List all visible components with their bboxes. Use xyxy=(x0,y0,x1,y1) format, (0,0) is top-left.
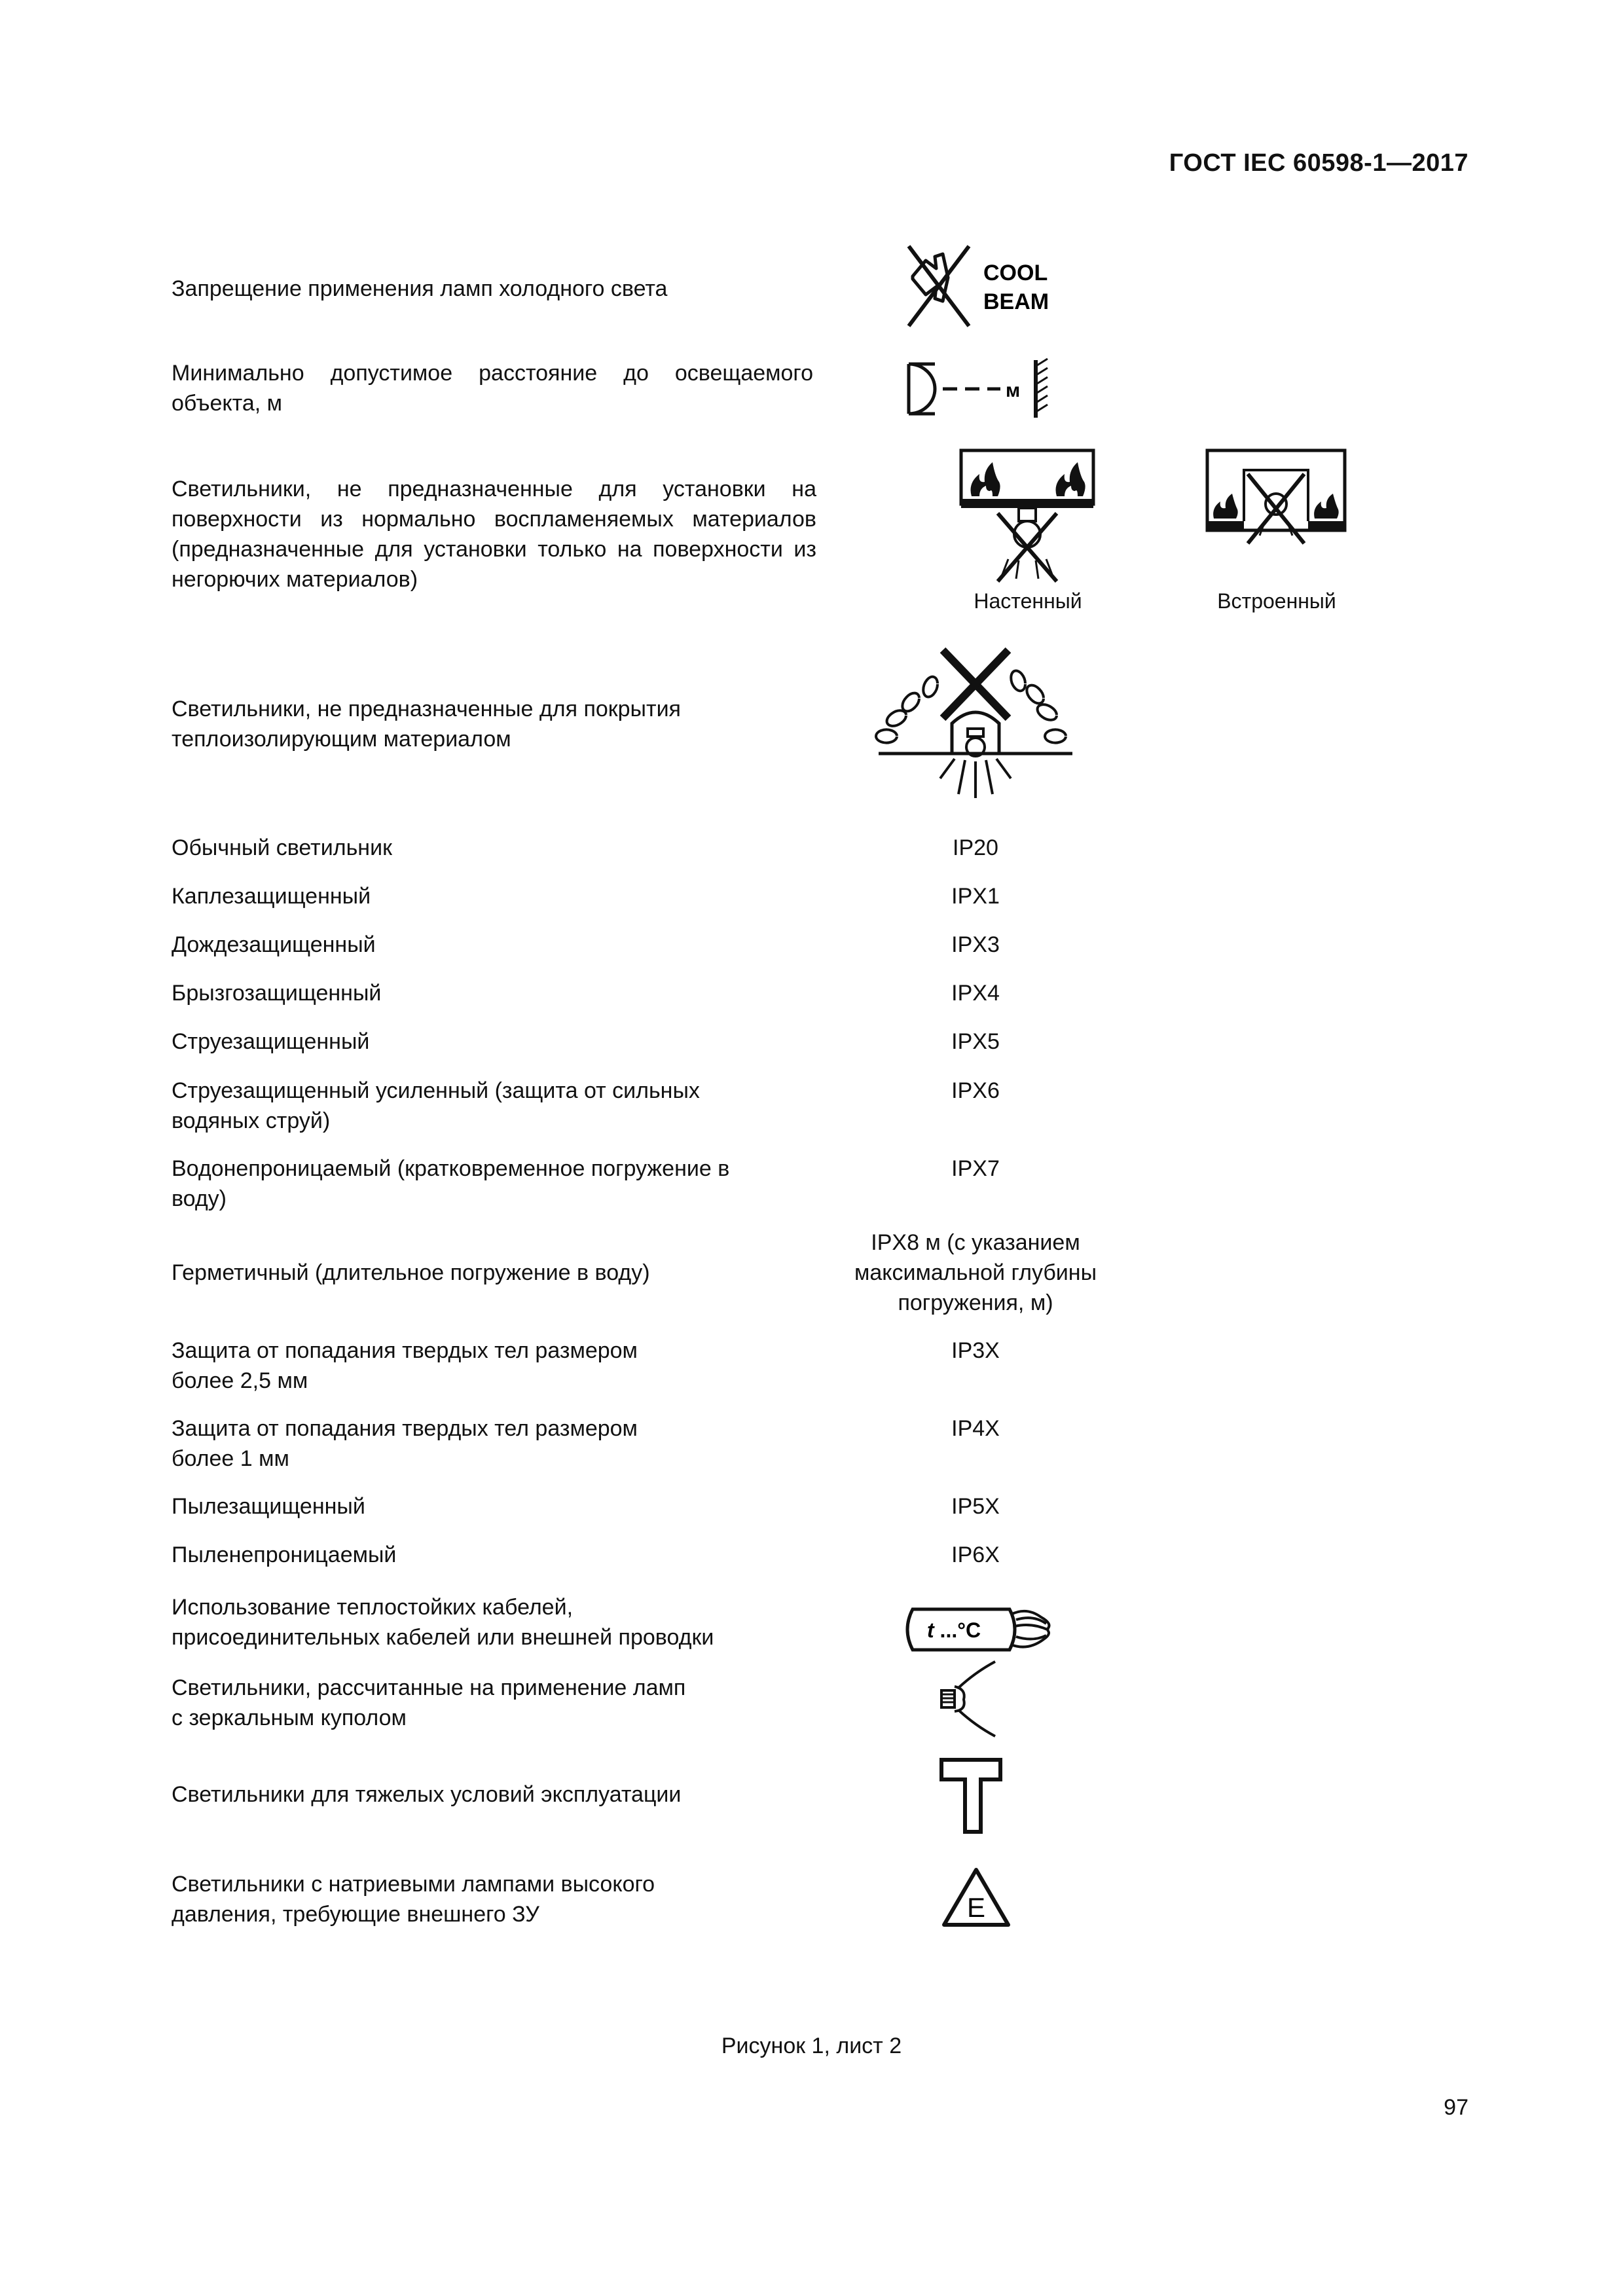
heat-cable-t: t xyxy=(927,1618,934,1642)
figure-caption: Рисунок 1, лист 2 xyxy=(721,2033,902,2058)
heat-resistant-cable-icon xyxy=(898,1600,1062,1659)
solid-1-line-1: Защита от попадания твердых тел размером xyxy=(172,1416,638,1441)
heat-cables-line-2: присоединительных кабелей или внешней проводки xyxy=(172,1625,714,1650)
heat-cable-text xyxy=(927,1618,981,1642)
solid-2-5-description xyxy=(172,1336,813,1396)
solid-1-description xyxy=(172,1413,813,1474)
sealed-code xyxy=(825,1228,1126,1318)
powerful-jet-description: Струезащищенный усиленный (защита от сильных водяных струй) xyxy=(172,1078,700,1133)
rough-service-description: Светильники для тяжелых условий эксплуатации xyxy=(172,1782,682,1807)
page-number: 97 xyxy=(1444,2095,1468,2120)
insulation-cover-description: Светильники, не предназначенные для покрытия теплоизолирующим материалом xyxy=(172,697,681,752)
cool-beam-description: Запрещение применения ламп холодного света xyxy=(172,276,668,301)
not-on-flammable-recessed-icon xyxy=(1205,448,1349,553)
solid-2-5-code: IP3X xyxy=(951,1338,1000,1363)
mirror-dome-lamp-icon xyxy=(930,1656,1015,1741)
sealed-code-line-1: IPX8 м (с указанием xyxy=(871,1230,1080,1255)
min-distance-description: Минимально допустимое расстояние до освещаемого объекта, м xyxy=(172,361,813,416)
sodium-lamp-line-1: Светильники с натриевыми лампами высокого xyxy=(172,1872,655,1897)
not-on-flammable-wall-icon xyxy=(958,448,1096,585)
watertight-description: Водонепроницаемый (кратковременное погружение в воду) xyxy=(172,1156,730,1211)
solid-1-line-2: более 1 мм xyxy=(172,1446,289,1471)
dust-tight-code: IP6X xyxy=(951,1542,1000,1567)
solid-1-code: IP4X xyxy=(951,1416,1000,1441)
drip-proof-code: IPX1 xyxy=(951,884,1000,909)
dust-protected-code: IP5X xyxy=(951,1494,1000,1519)
ordinary-code: IP20 xyxy=(953,835,998,860)
splash-proof-code: IPX4 xyxy=(951,981,1000,1006)
ordinary-description: Обычный светильник xyxy=(172,835,392,860)
mirror-dome-description xyxy=(172,1673,813,1733)
no-thermal-insulation-icon xyxy=(877,638,1074,809)
drip-proof-description: Каплезащищенный xyxy=(172,884,371,909)
heat-cables-description xyxy=(172,1592,813,1652)
heat-cable-range: ...°C xyxy=(934,1618,981,1642)
splash-proof-description: Брызгозащищенный xyxy=(172,981,382,1006)
solid-2-5-line-1: Защита от попадания твердых тел размером xyxy=(172,1338,638,1363)
jet-proof-code: IPX5 xyxy=(951,1029,1000,1054)
standard-code: ГОСТ IEC 60598-1—2017 xyxy=(1169,149,1468,177)
cool-beam-prohibited-icon xyxy=(903,242,1049,334)
jet-proof-description: Струезащищенный xyxy=(172,1029,370,1054)
rain-proof-description: Дождезащищенный xyxy=(172,932,376,957)
powerful-jet-code: IPX6 xyxy=(951,1078,1000,1103)
cool-beam-text-1: COOL xyxy=(983,261,1048,285)
mirror-dome-line-2: с зеркальным куполом xyxy=(172,1705,407,1730)
recessed-caption: Встроенный xyxy=(1217,589,1336,613)
external-ballast-letter: E xyxy=(966,1892,986,1923)
sealed-code-line-2: максимальной глубины xyxy=(854,1260,1097,1285)
sodium-lamp-description xyxy=(172,1869,813,1929)
rain-proof-code: IPX3 xyxy=(951,932,1000,957)
dust-tight-description: Пыленепроницаемый xyxy=(172,1542,397,1567)
sealed-code-line-3: погружения, м) xyxy=(898,1290,1053,1315)
flammable-surface-description: Светильники, не предназначенные для установки на поверхности из нормально воспламеняемых материалов (предназначенные для установки только на поверхности из негорючих материалов) xyxy=(172,477,816,592)
wall-caption: Настенный xyxy=(974,589,1082,613)
sodium-lamp-line-2: давления, требующие внешнего ЗУ xyxy=(172,1902,539,1927)
min-distance-icon xyxy=(896,356,1059,422)
cool-beam-text-2: BEAM xyxy=(983,289,1049,314)
heat-cables-line-1: Использование теплостойких кабелей, xyxy=(172,1595,574,1620)
sealed-description: Герметичный (длительное погружение в воду) xyxy=(172,1260,650,1285)
external-ballast-triangle-icon xyxy=(940,1865,1012,1930)
solid-2-5-line-2: более 2,5 мм xyxy=(172,1368,308,1393)
mirror-dome-line-1: Светильники, рассчитанные на применение ламп xyxy=(172,1675,686,1700)
watertight-code: IPX7 xyxy=(951,1156,1000,1181)
dust-protected-description: Пылезащищенный xyxy=(172,1494,365,1519)
rough-service-hammer-icon xyxy=(935,1753,1013,1838)
min-distance-unit: м xyxy=(1006,380,1021,401)
